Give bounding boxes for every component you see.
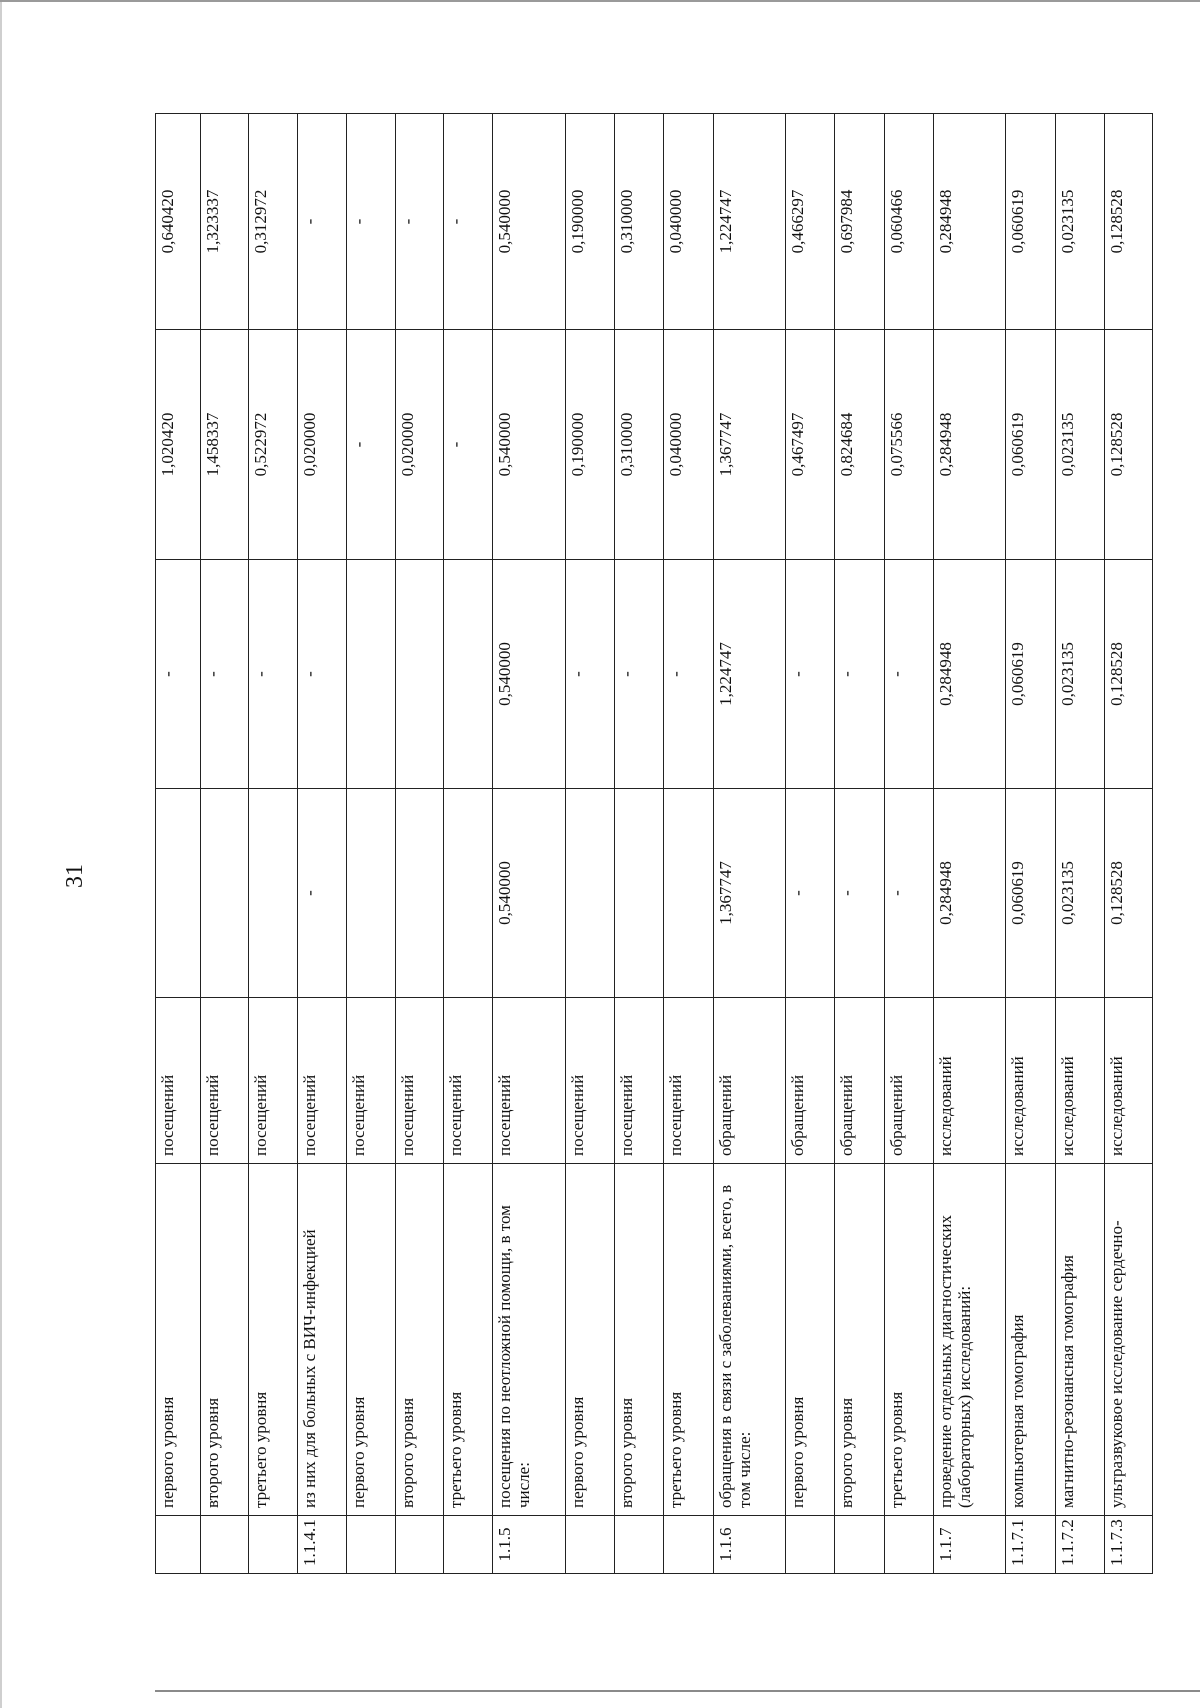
value-col-2 (396, 560, 444, 789)
table-row (156, 114, 201, 1574)
row-unit: посещений (396, 998, 444, 1164)
row-code (566, 1516, 615, 1574)
value-col-1: - (297, 789, 346, 998)
row-unit: исследований (1006, 998, 1055, 1164)
table-row (200, 114, 248, 1574)
value-col-1 (156, 789, 201, 998)
table-row (786, 114, 835, 1574)
value-col-1: 0,540000 (493, 789, 566, 998)
value-col-3: - (346, 330, 395, 560)
value-col-2: - (664, 560, 713, 789)
row-name: проведение отдельных диагностических (лабораторных) исследований: (933, 1164, 1006, 1516)
value-col-3: 0,824684 (835, 330, 884, 560)
row-unit: посещений (493, 998, 566, 1164)
table-row (1104, 114, 1152, 1574)
value-col-4: 0,640420 (156, 114, 201, 330)
row-name: второго уровня (200, 1164, 248, 1516)
value-col-3: 1,020420 (156, 330, 201, 560)
row-name: третьего уровня (444, 1164, 493, 1516)
row-name: ультразвуковое исследование сердечно- (1104, 1164, 1152, 1516)
value-col-4: 0,466297 (786, 114, 835, 330)
table-row (884, 114, 933, 1574)
scan-edge-bottom (155, 1690, 1200, 1692)
value-col-2 (346, 560, 395, 789)
row-name: первого уровня (566, 1164, 615, 1516)
value-col-3: 0,020000 (396, 330, 444, 560)
row-unit: обращений (884, 998, 933, 1164)
row-unit: посещений (566, 998, 615, 1164)
value-col-4: 0,060466 (884, 114, 933, 330)
value-col-2: 0,023135 (1055, 560, 1104, 789)
row-name: обращения в связи с заболеваниями, всего, в том числе: (713, 1164, 786, 1516)
value-col-4: 0,023135 (1055, 114, 1104, 330)
value-col-4: 0,190000 (566, 114, 615, 330)
row-name: второго уровня (396, 1164, 444, 1516)
value-col-3: 0,190000 (566, 330, 615, 560)
value-col-2: - (835, 560, 884, 789)
value-col-2: - (884, 560, 933, 789)
value-col-3: 0,540000 (493, 330, 566, 560)
value-col-4: - (346, 114, 395, 330)
row-unit: посещений (200, 998, 248, 1164)
value-col-4: 0,128528 (1104, 114, 1152, 330)
value-col-3: 0,040000 (664, 330, 713, 560)
value-col-1: 0,060619 (1006, 789, 1055, 998)
row-code (396, 1516, 444, 1574)
value-col-2: 0,060619 (1006, 560, 1055, 789)
value-col-2: - (200, 560, 248, 789)
value-col-3: 0,020000 (297, 330, 346, 560)
table-row (346, 114, 395, 1574)
row-unit: посещений (444, 998, 493, 1164)
value-col-1 (396, 789, 444, 998)
table-row (396, 114, 444, 1574)
value-col-2: 0,284948 (933, 560, 1006, 789)
row-unit: исследований (933, 998, 1006, 1164)
value-col-3: 0,075566 (884, 330, 933, 560)
row-name: магнитно-резонансная томография (1055, 1164, 1104, 1516)
row-name: первого уровня (346, 1164, 395, 1516)
row-code (156, 1516, 201, 1574)
row-name: компьютерная томография (1006, 1164, 1055, 1516)
table-row (444, 114, 493, 1574)
table-row (566, 114, 615, 1574)
row-unit: обращений (713, 998, 786, 1164)
table-row (713, 114, 786, 1574)
value-col-1 (346, 789, 395, 998)
row-name: второго уровня (615, 1164, 664, 1516)
row-code (786, 1516, 835, 1574)
value-col-4: 1,224747 (713, 114, 786, 330)
table-body (156, 114, 1153, 1574)
value-col-4: - (396, 114, 444, 330)
value-col-1: - (786, 789, 835, 998)
value-col-2: 1,224747 (713, 560, 786, 789)
value-col-1 (200, 789, 248, 998)
row-code: 1.1.7.1 (1006, 1516, 1055, 1574)
value-col-4: - (444, 114, 493, 330)
value-col-3: 1,367747 (713, 330, 786, 560)
value-col-3: 0,310000 (615, 330, 664, 560)
row-code: 1.1.7.3 (1104, 1516, 1152, 1574)
value-col-4: 0,540000 (493, 114, 566, 330)
table-row (248, 114, 297, 1574)
value-col-1: 0,128528 (1104, 789, 1152, 998)
table-row (835, 114, 884, 1574)
value-col-4: 0,040000 (664, 114, 713, 330)
table-row (297, 114, 346, 1574)
row-code: 1.1.6 (713, 1516, 786, 1574)
row-code (664, 1516, 713, 1574)
row-code: 1.1.5 (493, 1516, 566, 1574)
row-code (200, 1516, 248, 1574)
table-row (664, 114, 713, 1574)
value-col-3: 0,284948 (933, 330, 1006, 560)
row-code (884, 1516, 933, 1574)
value-col-3: 1,458337 (200, 330, 248, 560)
row-name: третьего уровня (884, 1164, 933, 1516)
scan-edge-top (0, 0, 1200, 2)
row-name: посещения по неотложной помощи, в том числе: (493, 1164, 566, 1516)
value-col-3: 0,023135 (1055, 330, 1104, 560)
value-col-3: 0,522972 (248, 330, 297, 560)
row-name: первого уровня (156, 1164, 201, 1516)
row-name: третьего уровня (248, 1164, 297, 1516)
row-name: третьего уровня (664, 1164, 713, 1516)
row-code (444, 1516, 493, 1574)
value-col-2: - (566, 560, 615, 789)
row-code (615, 1516, 664, 1574)
value-col-2: - (248, 560, 297, 789)
value-col-2: - (156, 560, 201, 789)
value-col-2 (444, 560, 493, 789)
table-row (1055, 114, 1104, 1574)
value-col-3: 0,467497 (786, 330, 835, 560)
row-code: 1.1.7.2 (1055, 1516, 1104, 1574)
value-col-1 (566, 789, 615, 998)
table-row (1006, 114, 1055, 1574)
value-col-2: 0,540000 (493, 560, 566, 789)
value-col-3: - (444, 330, 493, 560)
value-col-2: - (615, 560, 664, 789)
value-col-1: 0,023135 (1055, 789, 1104, 998)
value-col-4: 0,697984 (835, 114, 884, 330)
row-unit: обращений (835, 998, 884, 1164)
value-col-2: 0,128528 (1104, 560, 1152, 789)
value-col-1 (444, 789, 493, 998)
value-col-1 (248, 789, 297, 998)
value-col-3: 0,128528 (1104, 330, 1152, 560)
row-unit: посещений (615, 998, 664, 1164)
value-col-2: - (297, 560, 346, 789)
row-name: первого уровня (786, 1164, 835, 1516)
row-code (248, 1516, 297, 1574)
row-code (835, 1516, 884, 1574)
indicators-table (155, 113, 1153, 1574)
value-col-4: 1,323337 (200, 114, 248, 330)
row-name: второго уровня (835, 1164, 884, 1516)
value-col-4: 0,310000 (615, 114, 664, 330)
row-unit: посещений (297, 998, 346, 1164)
row-unit: посещений (346, 998, 395, 1164)
row-unit: посещений (248, 998, 297, 1164)
value-col-1 (664, 789, 713, 998)
value-col-4: 0,312972 (248, 114, 297, 330)
row-unit: исследований (1104, 998, 1152, 1164)
table-row (615, 114, 664, 1574)
value-col-4: 0,060619 (1006, 114, 1055, 330)
rotated-table-container (155, 114, 1153, 1574)
row-unit: исследований (1055, 998, 1104, 1164)
value-col-3: 0,060619 (1006, 330, 1055, 560)
table-row (493, 114, 566, 1574)
row-code: 1.1.4.1 (297, 1516, 346, 1574)
value-col-1 (615, 789, 664, 998)
row-unit: обращений (786, 998, 835, 1164)
row-unit: посещений (156, 998, 201, 1164)
value-col-4: - (297, 114, 346, 330)
row-unit: посещений (664, 998, 713, 1164)
value-col-1: 1,367747 (713, 789, 786, 998)
row-name: из них для больных с ВИЧ-инфекцией (297, 1164, 346, 1516)
row-code (346, 1516, 395, 1574)
value-col-1: - (884, 789, 933, 998)
value-col-2: - (786, 560, 835, 789)
page-number: 31 (61, 864, 88, 888)
row-code: 1.1.7 (933, 1516, 1006, 1574)
table-row (933, 114, 1006, 1574)
value-col-4: 0,284948 (933, 114, 1006, 330)
scan-edge-left (0, 0, 2, 1708)
value-col-1: - (835, 789, 884, 998)
value-col-1: 0,284948 (933, 789, 1006, 998)
